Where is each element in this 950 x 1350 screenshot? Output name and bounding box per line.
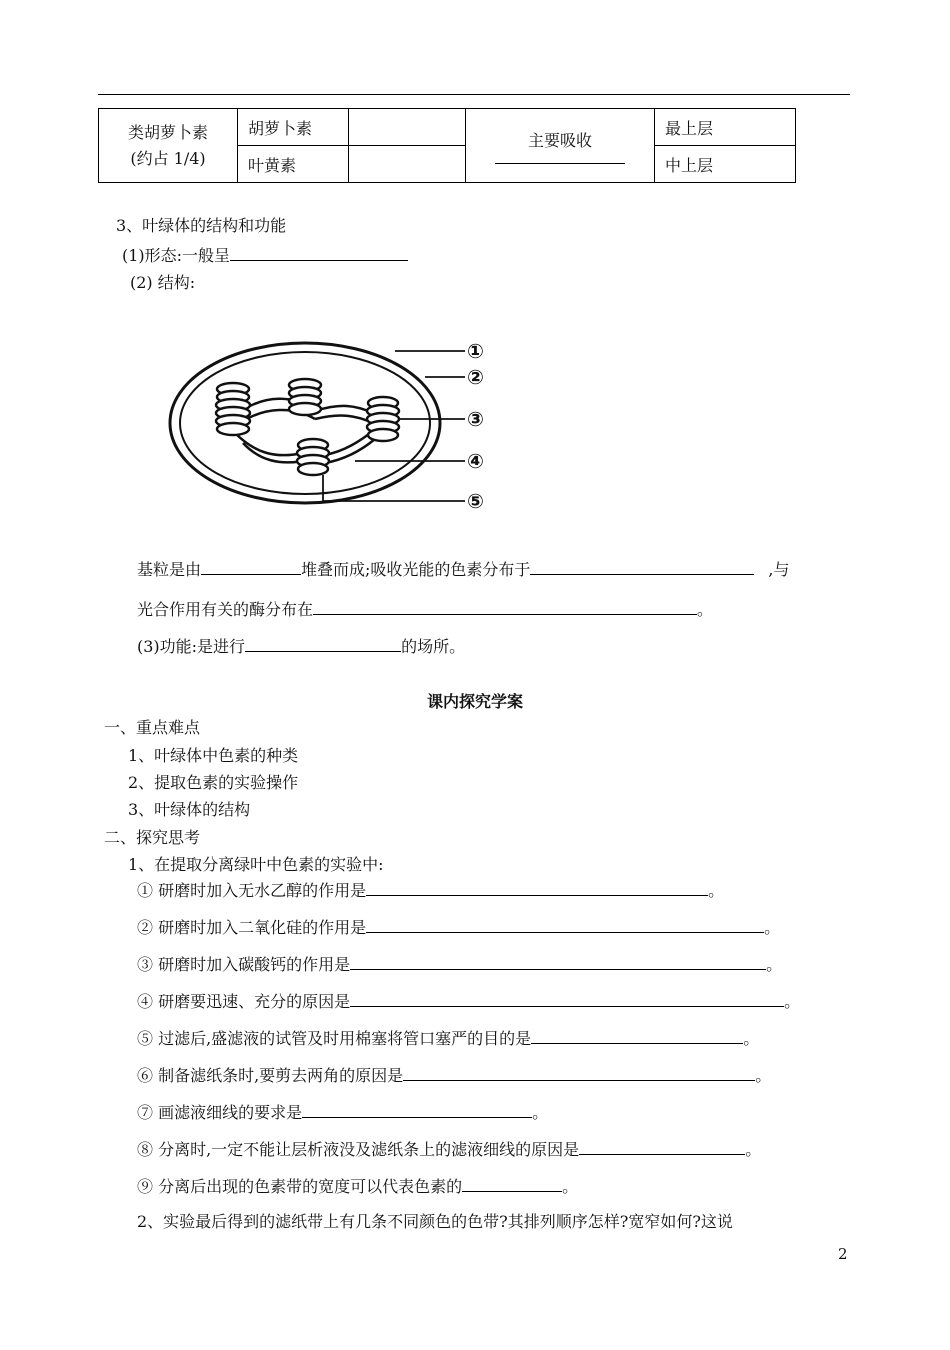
think-heading: 二、探究思考 xyxy=(104,828,201,847)
label-1: ① xyxy=(467,339,484,363)
item-5: ⑤ 过滤后,盛滤液的试管及时用棉塞将管口塞严的目的是 。 xyxy=(137,1029,760,1048)
question-1: 1、在提取分离绿叶中色素的实验中: xyxy=(128,855,384,874)
label-4: ④ xyxy=(467,449,484,473)
structure-label: (2) 结构: xyxy=(130,273,196,292)
grana-question: 基粒是由 堆叠而成;吸收光能的色素分布于 ,与 xyxy=(137,560,790,579)
key-point-3: 3、叶绿体的结构 xyxy=(128,800,251,819)
question-2: 2、实验最后得到的滤纸带上有几条不同颜色的色带?其排列顺序怎样?宽窄如何?这说 xyxy=(137,1212,733,1231)
enzyme-blank xyxy=(313,598,697,615)
item-7: ⑦ 画滤液细线的要求是 。 xyxy=(137,1103,549,1122)
upper-middle-layer-cell: 中上层 xyxy=(655,146,796,183)
item-6: ⑥ 制备滤纸条时,要剪去两角的原因是 。 xyxy=(137,1066,772,1085)
item-1-blank xyxy=(366,879,708,896)
item-4-blank xyxy=(350,990,784,1007)
item-1: ① 研磨时加入无水乙醇的作用是 。 xyxy=(137,881,725,900)
grana-blank-1 xyxy=(201,558,301,575)
item-9: ⑨ 分离后出现的色素带的宽度可以代表色素的 。 xyxy=(137,1177,579,1196)
carotenoid-group-cell: 类胡萝卜素 (约占 1/4) xyxy=(99,109,238,183)
item-9-blank xyxy=(462,1175,562,1192)
key-points-heading: 一、重点难点 xyxy=(104,718,201,737)
label-5: ⑤ xyxy=(467,489,484,513)
key-point-1: 1、叶绿体中色素的种类 xyxy=(128,746,299,765)
function-blank xyxy=(245,635,401,652)
xanthophyll-cell: 叶黄素 xyxy=(238,146,349,183)
grana-blank-2 xyxy=(530,558,754,575)
item-2: ② 研磨时加入二氧化硅的作用是 。 xyxy=(137,918,781,937)
key-point-2: 2、提取色素的实验操作 xyxy=(128,773,299,792)
header-rule xyxy=(98,94,850,95)
shape-question: (1)形态:一般呈 xyxy=(122,244,408,266)
absorb-blank xyxy=(495,157,625,164)
empty-cell-2 xyxy=(349,146,466,183)
carotene-cell: 胡萝卜素 xyxy=(238,109,349,146)
item-5-blank xyxy=(531,1027,743,1044)
top-layer-cell: 最上层 xyxy=(655,109,796,146)
item-6-blank xyxy=(403,1064,755,1081)
item-2-blank xyxy=(366,916,764,933)
pigment-table xyxy=(98,108,796,183)
page-number: 2 xyxy=(838,1245,848,1263)
label-3: ③ xyxy=(467,407,484,431)
shape-blank xyxy=(230,244,408,261)
granum-3 xyxy=(367,397,399,441)
item-3: ③ 研磨时加入碳酸钙的作用是 。 xyxy=(137,955,783,974)
label-2: ② xyxy=(467,365,484,389)
function-question: (3)功能:是进行 的场所。 xyxy=(137,637,466,656)
empty-cell-1 xyxy=(349,109,466,146)
granum-2 xyxy=(289,379,321,415)
section3-heading: 3、叶绿体的结构和功能 xyxy=(116,216,287,235)
item-7-blank xyxy=(302,1101,532,1118)
inquiry-title: 课内探究学案 xyxy=(426,692,523,711)
item-4: ④ 研磨要迅速、充分的原因是 。 xyxy=(137,992,801,1011)
chloroplast-diagram xyxy=(165,333,505,523)
granum-1 xyxy=(216,383,250,435)
absorb-cell: 主要吸收 xyxy=(466,109,655,183)
item-8: ⑧ 分离时,一定不能让层析液没及滤纸条上的滤液细线的原因是 。 xyxy=(137,1140,762,1159)
item-3-blank xyxy=(350,953,766,970)
enzyme-question: 光合作用有关的酶分布在 。 xyxy=(137,600,714,619)
granum-4 xyxy=(297,439,329,475)
outer-membrane xyxy=(170,343,440,503)
item-8-blank xyxy=(579,1138,745,1155)
